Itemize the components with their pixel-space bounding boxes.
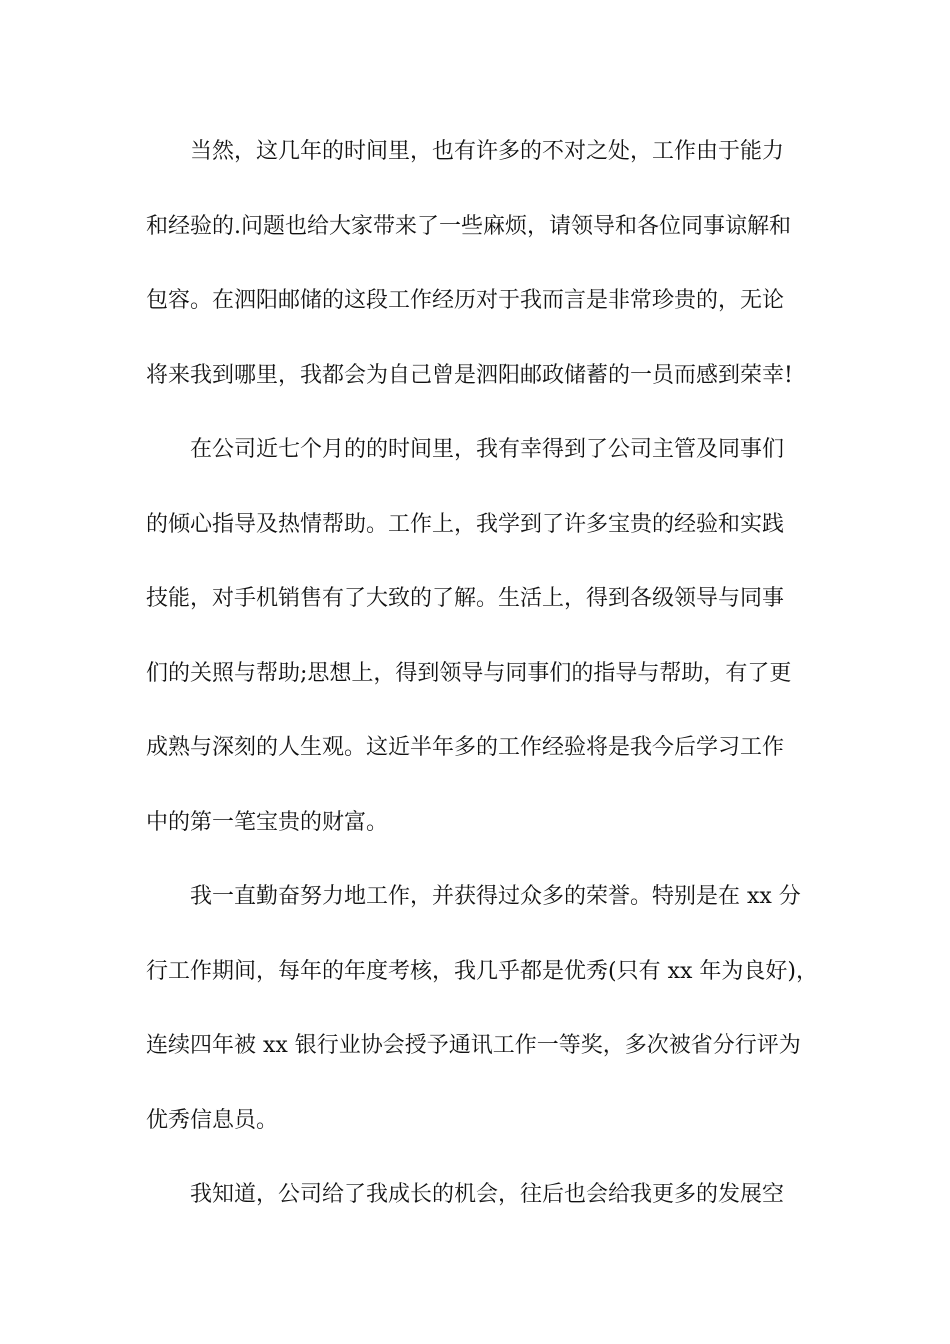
paragraph-1-line-3: 包容。在泗阳邮储的这段工作经历对于我而言是非常珍贵的，无论	[146, 288, 785, 313]
paragraph-1-line-2: 和经验的.问题也给大家带来了一些麻烦，请领导和各位同事谅解和	[146, 213, 791, 239]
paragraph-4-line-1: 我知道，公司给了我成长的机会，往后也会给我更多的发展空	[190, 1182, 785, 1207]
paragraph-2-line-4: 们的关照与帮助;思想上，得到领导与同事们的指导与帮助，有了更	[146, 660, 792, 686]
paragraph-1-line-4: 将来我到哪里，我都会为自己曾是泗阳邮政储蓄的一员而感到荣幸!	[146, 362, 793, 388]
paragraph-2-line-5: 成熟与深刻的人生观。这近半年多的工作经验将是我今后学习工作	[146, 735, 785, 760]
paragraph-3-line-2: 行工作期间，每年的年度考核，我几乎都是优秀(只有 xx 年为良好)，	[146, 958, 818, 984]
paragraph-3-line-1: 我一直勤奋努力地工作，并获得过众多的荣誉。特别是在 xx 分	[190, 884, 801, 909]
paragraph-2-line-1: 在公司近七个月的的时间里，我有幸得到了公司主管及同事们	[190, 437, 785, 462]
paragraph-1-line-1: 当然，这几年的时间里，也有许多的不对之处，工作由于能力	[190, 139, 785, 164]
paragraph-2-line-3: 技能，对手机销售有了大致的了解。生活上，得到各级领导与同事	[146, 586, 785, 611]
paragraph-2-line-6: 中的第一笔宝贵的财富。	[146, 809, 389, 835]
paragraph-2-line-2: 的倾心指导及热情帮助。工作上，我学到了许多宝贵的经验和实践	[146, 511, 785, 537]
document-body	[146, 130, 826, 1248]
paragraph-3-line-4: 优秀信息员。	[146, 1107, 279, 1133]
paragraph-3-line-3: 连续四年被 xx 银行业协会授予通讯工作一等奖，多次被省分行评为	[146, 1033, 801, 1058]
